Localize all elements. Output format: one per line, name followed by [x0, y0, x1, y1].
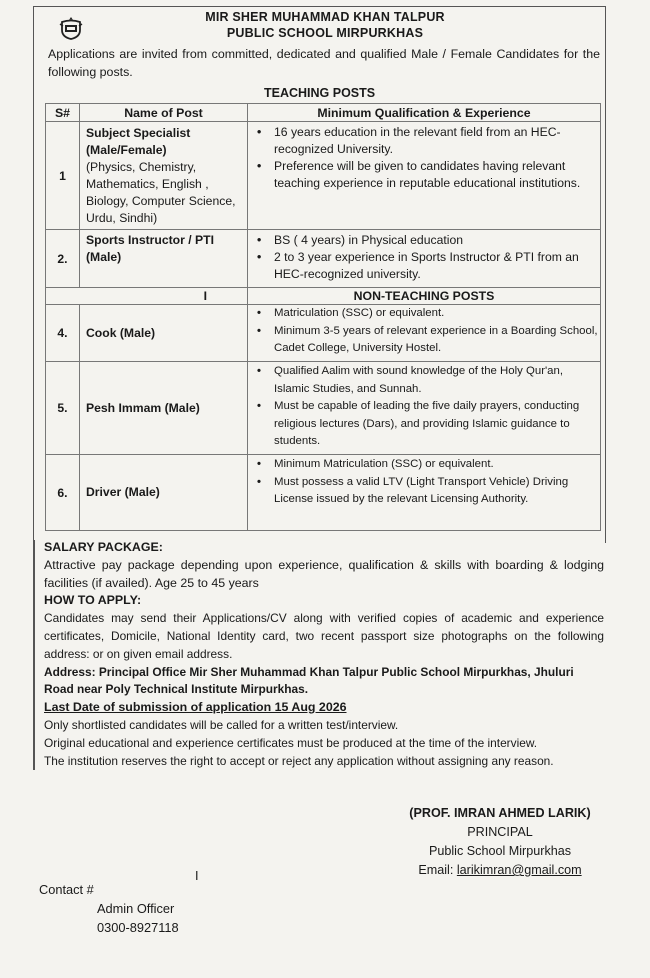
post-name: Sports Instructor / PTI (Male): [80, 230, 248, 288]
qualification-item: • Matriculation (SSC) or equivalent.: [274, 305, 600, 323]
post-title: Subject Specialist (Male/Female): [86, 125, 191, 157]
address-text: Address: Principal Office Mir Sher Muhammad Khan Talpur Public School Mirpurkhas, Jhuluri Road near Poly Technical Institute Mirpurkhas.: [44, 664, 574, 697]
salary-section: [44, 539, 604, 770]
intro-text: Applications are invited from committed, dedicated and qualified Male / Female Candidates for the following posts.: [48, 47, 600, 79]
post-subjects: (Physics, Chemistry, Mathematics, English , Biology, Computer Science, Urdu, Sindhi): [86, 159, 236, 225]
row-sn: 2.: [46, 230, 80, 288]
table-row: [46, 122, 601, 230]
table-row: [46, 362, 601, 455]
principal-name: (PROF. IMRAN AHMED LARIK): [409, 806, 591, 820]
principal-email-line: [380, 861, 620, 880]
qualification-item: • Minimum 3-5 years of relevant experience in a Boarding School, Cadet College, University Hostel.: [274, 323, 600, 358]
signature-block: [380, 804, 620, 880]
qualification-item: • Minimum Matriculation (SSC) or equivalent.: [274, 456, 600, 474]
principal-school: Public School Mirpurkhas: [428, 844, 572, 858]
qualification-item: • 16 years education in the relevant field from an HEC-recognized University.: [274, 124, 600, 158]
salary-heading: SALARY PACKAGE:: [44, 540, 163, 554]
how-to-apply-text: Candidates may send their Applications/CV along with verified copies of academic and experience certificates, Domicile, National Identity card, two recent passport size photographs on the following address: or on given email address.: [44, 611, 604, 661]
qualification-item: • BS ( 4 years) in Physical education: [274, 232, 600, 249]
row-sn: 6.: [46, 455, 80, 531]
post-qualifications: [248, 362, 601, 455]
non-teaching-posts-heading: NON-TEACHING POSTS: [248, 288, 601, 305]
qualification-item: • Preference will be given to candidates having relevant teaching experience in reputable educational institutions.: [274, 158, 600, 192]
qualification-item: • Must possess a valid LTV (Light Transport Vehicle) Driving License issued by the relevant Licensing Authority.: [274, 474, 600, 509]
col-header-name: Name of Post: [80, 104, 248, 122]
email-link[interactable]: larikimran@gmail.com: [456, 863, 582, 877]
how-to-apply-heading: HOW TO APPLY:: [44, 593, 142, 608]
row-sn: 4.: [46, 305, 80, 362]
post-name: Pesh Immam (Male): [80, 362, 248, 455]
contact-label: Contact #: [39, 882, 94, 897]
qualification-item: • 2 to 3 year experience in Sports Instructor & PTI from an HEC-recognized university.: [274, 249, 600, 283]
table-row: [46, 230, 601, 288]
salary-text: Attractive pay package depending upon experience, qualification & skills with boarding & lodging facilities (if availed). Age 25 to 45 years: [44, 557, 604, 590]
non-teaching-heading-row: [46, 288, 601, 305]
post-name: [80, 122, 248, 230]
border-left-extension: [33, 540, 35, 770]
contact-phone: 0300-8927118: [97, 920, 179, 935]
contact-role: Admin Officer: [97, 901, 175, 916]
principal-title: PRINCIPAL: [467, 825, 533, 839]
post-name: Cook (Male): [80, 305, 248, 362]
posts-table: [45, 103, 601, 531]
row-sn: 5.: [46, 362, 80, 455]
post-qualifications: [248, 122, 601, 230]
school-name-line1: MIR SHER MUHAMMAD KHAN TALPUR: [205, 10, 445, 24]
post-qualifications: [248, 230, 601, 288]
contact-stray-mark: I: [195, 868, 199, 883]
certificates-note: Original educational and experience certificates must be produced at the time of the interview.: [44, 735, 538, 750]
email-label: Email:: [418, 863, 454, 877]
post-name: Driver (Male): [80, 455, 248, 531]
stray-mark: I: [80, 288, 248, 305]
row-sn: 1: [46, 122, 80, 230]
last-date-text: Last Date of submission of application 15 Aug 2026: [44, 700, 347, 715]
col-header-qual: Minimum Qualification & Experience: [248, 104, 601, 122]
teaching-posts-heading: TEACHING POSTS: [264, 86, 376, 100]
col-header-sn: S#: [46, 104, 80, 122]
reservation-note: The institution reserves the right to accept or reject any application without assigning any reason.: [44, 753, 554, 768]
qualification-item: • Qualified Aalim with sound knowledge of the Holy Qur'an, Islamic Studies, and Sunnah.: [274, 363, 600, 398]
qualification-item: • Must be capable of leading the five daily prayers, conducting religious lectures (Dars), and providing Islamic guidance to students.: [274, 398, 600, 451]
table-row: [46, 455, 601, 531]
post-qualifications: [248, 305, 601, 362]
post-qualifications: [248, 455, 601, 531]
table-row: [46, 305, 601, 362]
table-header-row: [46, 104, 601, 122]
shortlist-note: Only shortlisted candidates will be called for a written test/interview.: [44, 717, 399, 732]
school-name-line2: PUBLIC SCHOOL MIRPURKHAS: [226, 26, 424, 40]
